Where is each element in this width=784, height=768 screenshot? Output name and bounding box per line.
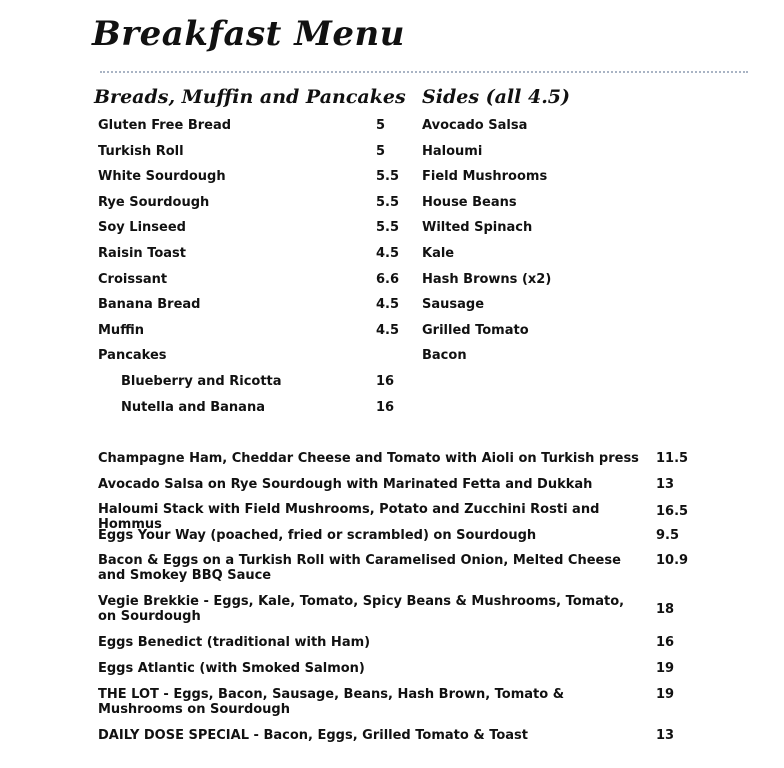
dish-price: 19	[656, 660, 675, 676]
menu-item	[98, 271, 408, 297]
dish-price: 19	[656, 686, 675, 702]
item-name: Croissant	[98, 271, 168, 287]
side-name: Grilled Tomato	[422, 322, 529, 338]
dish-name: Bacon & Eggs on a Turkish Roll with Caramelised Onion, Melted Cheese and Smokey BBQ Sauce	[98, 553, 621, 584]
breads-section-title: Breads, Muffin and Pancakes	[94, 86, 406, 108]
item-name: Blueberry and Ricotta	[121, 373, 282, 389]
dotted-divider	[100, 71, 748, 73]
menu-item	[98, 245, 408, 271]
dish-item	[98, 501, 718, 533]
item-name: Nutella and Banana	[121, 399, 265, 415]
dish-item	[98, 527, 718, 553]
menu-item	[98, 117, 408, 143]
side-item	[422, 245, 672, 271]
side-name: Haloumi	[422, 143, 483, 159]
dishes-list	[98, 450, 718, 752]
menu-item	[98, 347, 408, 373]
dish-name: Avocado Salsa on Rye Sourdough with Marinated Fetta and Dukkah	[98, 476, 593, 492]
menu-item	[98, 399, 408, 425]
dish-price: 11.5	[656, 451, 689, 466]
menu-item	[98, 168, 408, 194]
dish-price: 10.9	[656, 553, 689, 569]
dish-name: Vegie Brekkie - Eggs, Kale, Tomato, Spicy Beans & Mushrooms, Tomato, on Sourdough	[98, 594, 625, 625]
dish-item	[98, 552, 718, 593]
dish-price: 16	[656, 635, 675, 651]
menu-item	[98, 296, 408, 322]
dish-name: THE LOT - Eggs, Bacon, Sausage, Beans, Hash Brown, Tomato & Mushrooms on Sourdough	[98, 686, 565, 717]
side-item	[422, 117, 672, 143]
side-name: Wilted Spinach	[422, 220, 533, 236]
side-name: Kale	[422, 245, 455, 261]
item-price: 5.5	[376, 194, 400, 210]
item-price: 4.5	[376, 322, 400, 338]
item-name: Pancakes	[98, 348, 167, 364]
dish-price: 13	[656, 476, 675, 492]
side-name: Hash Browns (x2)	[422, 271, 552, 287]
item-name: Muffin	[98, 322, 144, 338]
dish-price: 9.5	[656, 527, 680, 543]
menu-item	[98, 219, 408, 245]
item-price: 4.5	[376, 297, 400, 313]
item-price: 5	[376, 118, 386, 133]
dish-price: 16.5	[656, 504, 689, 520]
dish-price: 13	[656, 727, 675, 743]
menu-item	[98, 373, 408, 399]
dish-item	[98, 593, 718, 634]
item-name: Gluten Free Bread	[98, 118, 232, 133]
dish-item	[98, 686, 718, 727]
dish-item	[98, 727, 718, 753]
menu-item	[98, 322, 408, 348]
dish-name: Eggs Benedict (traditional with Ham)	[98, 635, 371, 651]
item-price: 16	[376, 373, 395, 389]
item-name: Rye Sourdough	[98, 194, 210, 210]
side-item	[422, 219, 672, 245]
side-name: House Beans	[422, 194, 517, 210]
dish-name: DAILY DOSE SPECIAL - Bacon, Eggs, Grilled Tomato & Toast	[98, 727, 528, 743]
menu-item	[98, 194, 408, 220]
item-price: 5.5	[376, 220, 400, 236]
side-name: Sausage	[422, 297, 485, 313]
dish-name: Eggs Atlantic (with Smoked Salmon)	[98, 660, 365, 676]
dish-item	[98, 660, 718, 686]
side-item	[422, 168, 672, 194]
sides-list	[422, 117, 672, 373]
side-item	[422, 347, 672, 373]
dish-item	[98, 476, 718, 502]
item-price: 6.6	[376, 271, 400, 287]
menu-title: Breakfast Menu	[92, 14, 405, 54]
item-name: Turkish Roll	[98, 143, 184, 159]
side-item	[422, 296, 672, 322]
side-item	[422, 143, 672, 169]
side-item	[422, 322, 672, 348]
dish-name: Haloumi Stack with Field Mushrooms, Potato and Zucchini Rosti and Hommus	[98, 502, 600, 533]
side-name: Bacon	[422, 348, 467, 364]
item-name: White Sourdough	[98, 169, 226, 185]
item-price: 5	[376, 143, 386, 159]
dish-name: Eggs Your Way (poached, fried or scrambled) on Sourdough	[98, 527, 537, 543]
item-name: Soy Linseed	[98, 220, 186, 236]
item-name: Raisin Toast	[98, 245, 187, 261]
breads-list	[98, 117, 408, 424]
item-price: 4.5	[376, 245, 400, 261]
dish-item	[98, 634, 718, 660]
item-name: Banana Bread	[98, 297, 201, 313]
sides-section-title: Sides (all 4.5)	[422, 86, 571, 108]
side-item	[422, 194, 672, 220]
side-name: Avocado Salsa	[422, 118, 528, 133]
menu-item	[98, 143, 408, 169]
item-price: 16	[376, 399, 395, 415]
item-price: 5.5	[376, 169, 400, 185]
side-item	[422, 271, 672, 297]
side-name: Field Mushrooms	[422, 169, 548, 185]
dish-name: Champagne Ham, Cheddar Cheese and Tomato with Aioli on Turkish press	[98, 451, 639, 466]
dish-item	[98, 450, 718, 476]
dish-price: 18	[656, 602, 675, 618]
